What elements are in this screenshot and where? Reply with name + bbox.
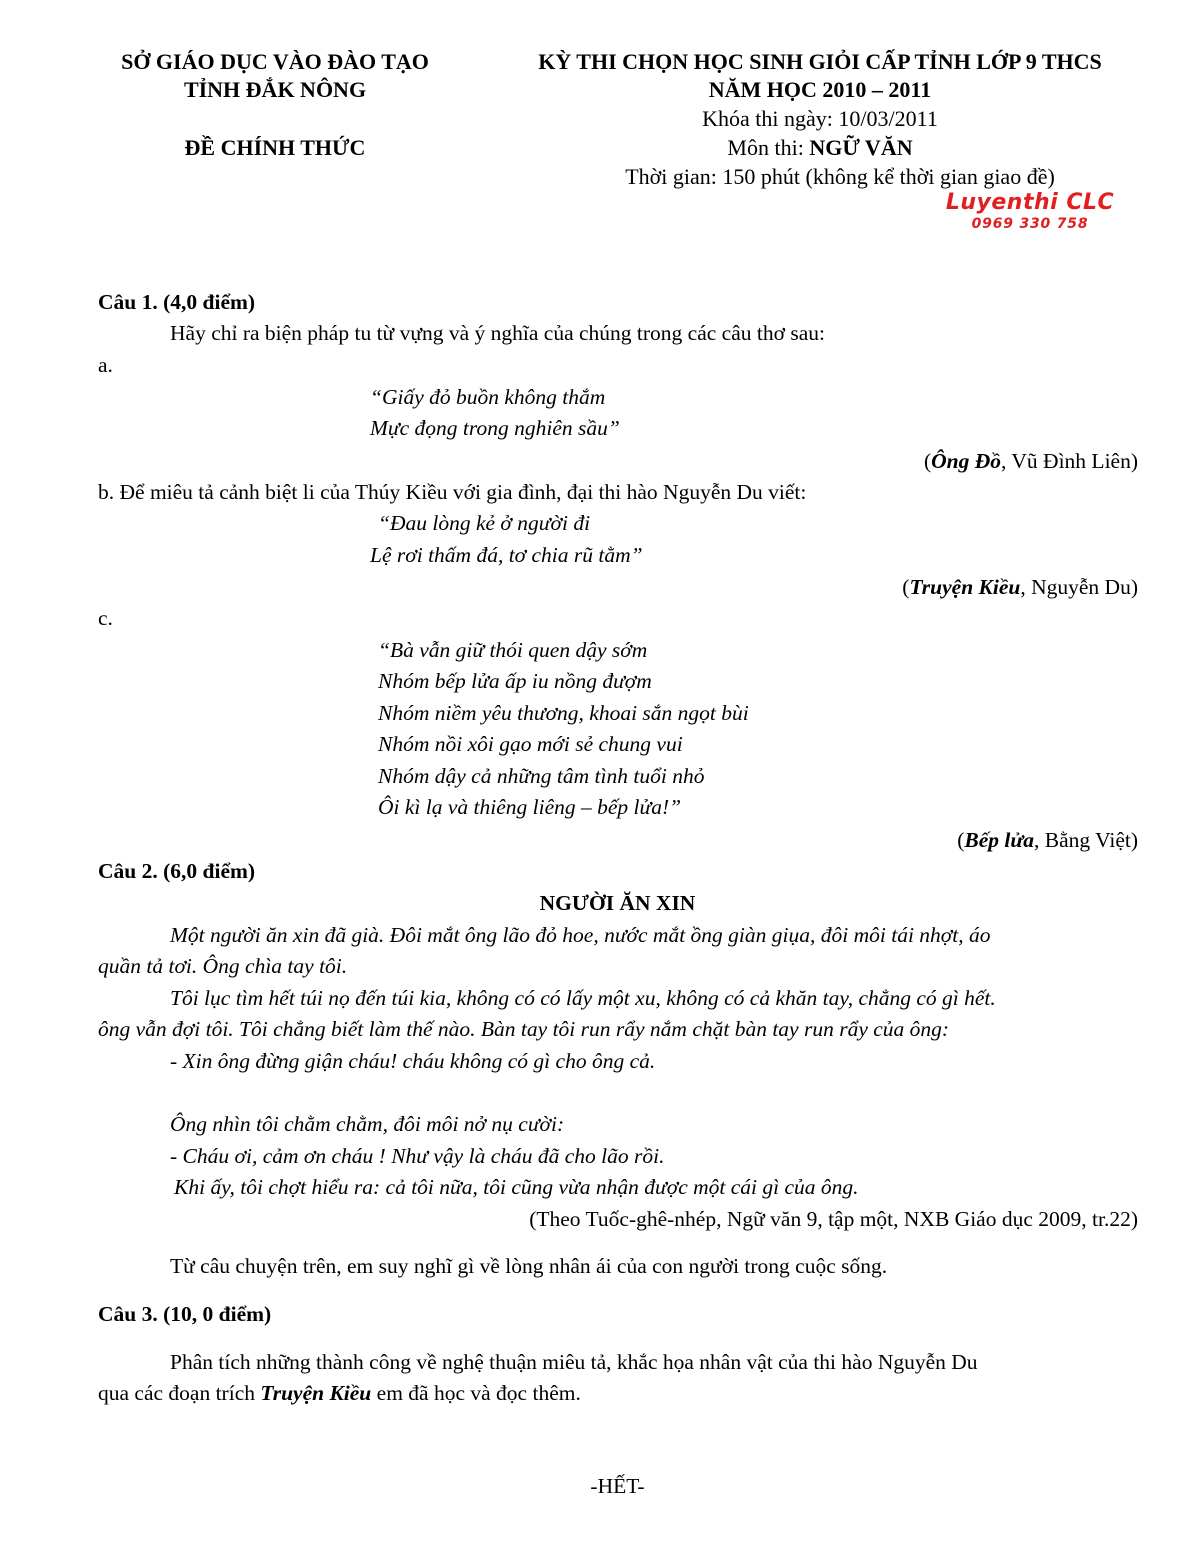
q1-c-poem-line: Nhóm niềm yêu thương, khoai sắn ngọt bùi bbox=[378, 701, 749, 725]
q3-line bbox=[98, 1378, 581, 1409]
q1-b-intro: b. Để miêu tả cảnh biệt li của Thúy Kiều với gia đình, đại thi hào Nguyễn Du viết: bbox=[98, 480, 807, 504]
story-source: (Theo Tuốc-ghê-nhép, Ngữ văn 9, tập một, NXB Giáo dục 2009, tr.22) bbox=[529, 1207, 1138, 1231]
q1-prompt: Hãy chỉ ra biện pháp tu từ vựng và ý nghĩa của chúng trong các câu thơ sau: bbox=[170, 321, 825, 345]
story-line: ông vẫn đợi tôi. Tôi chẳng biết làm thế nào. Bàn tay tôi run rẩy nắm chặt bàn tay run rẩy của ông: bbox=[98, 1017, 950, 1041]
q1-a-poem-line: “Giấy đỏ buồn không thắm bbox=[370, 385, 606, 409]
story-line: Khi ấy, tôi chợt hiểu ra: cả tôi nữa, tôi cũng vừa nhận được một cái gì của ông. bbox=[174, 1175, 859, 1199]
story-line: quần tả tơi. Ông chìa tay tôi. bbox=[98, 954, 348, 978]
exam-duration: Thời gian: 150 phút (không kể thời gian giao đề) bbox=[625, 164, 1055, 189]
q1-c-poem-line: Nhóm dậy cả những tâm tình tuổi nhỏ bbox=[378, 764, 705, 788]
exam-subject bbox=[480, 132, 1160, 163]
exam-date: Khóa thi ngày: 10/03/2011 bbox=[702, 106, 938, 131]
story-line: - Cháu ơi, cảm ơn cháu ! Như vậy là cháu đã cho lão rồi. bbox=[170, 1144, 665, 1168]
q1-a-source-open: ( bbox=[923, 449, 932, 473]
q1-a-source-title: Ông Đồ bbox=[931, 449, 1002, 473]
watermark-logo bbox=[905, 190, 1155, 232]
q1-a-poem-line: Mực đọng trong nghiên sầu” bbox=[370, 416, 620, 440]
q1-c-source bbox=[957, 825, 1138, 856]
q1-c-source-open: ( bbox=[957, 828, 965, 852]
q1-a-source bbox=[924, 446, 1138, 477]
q3-line-pre: qua các đoạn trích bbox=[98, 1381, 261, 1405]
subject-name: NGỮ VĂN bbox=[809, 135, 913, 160]
official-label: ĐỀ CHÍNH THỨC bbox=[184, 135, 366, 160]
end-marker: -HẾT- bbox=[590, 1474, 645, 1498]
q3-work-title: Truyện Kiều bbox=[260, 1381, 372, 1405]
q1-b-source-author: , Nguyễn Du) bbox=[1020, 575, 1138, 599]
department-name: SỞ GIÁO DỤC VÀO ĐÀO TẠO bbox=[121, 49, 429, 74]
story-line: Ông nhìn tôi chằm chằm, đôi môi nở nụ cười: bbox=[170, 1112, 565, 1136]
q1-c-poem-line: Nhóm bếp lửa ấp iu nồng đượm bbox=[378, 669, 652, 693]
q3-title: Câu 3. (10, 0 điểm) bbox=[98, 1302, 272, 1326]
q1-c-source-title: Bếp lửa bbox=[964, 828, 1034, 852]
watermark-phone: 0969 330 758 bbox=[971, 216, 1089, 232]
q1-c-poem-line: Ôi kì lạ và thiêng liêng – bếp lửa!” bbox=[378, 795, 682, 819]
story-line: - Xin ông đừng giận cháu! cháu không có gì cho ông cả. bbox=[170, 1049, 656, 1073]
q3-line: Phân tích những thành công về nghệ thuận miêu tả, khắc họa nhân vật của thi hào Nguyễn Du bbox=[170, 1350, 978, 1374]
q1-b-poem-line: Lệ rơi thấm đá, tơ chia rũ tằm” bbox=[370, 543, 643, 567]
q1-c-label: c. bbox=[98, 606, 113, 630]
q1-a-source-author: , Vũ Đình Liên) bbox=[1001, 449, 1138, 473]
q1-b-source-open: ( bbox=[902, 575, 910, 599]
q1-b-source-title: Truyện Kiều bbox=[909, 575, 1021, 599]
q1-c-source-author: , Bằng Việt) bbox=[1033, 828, 1138, 852]
subject-prefix: Môn thi: bbox=[727, 135, 810, 160]
q1-b-poem-line: “Đau lòng kẻ ở người đi bbox=[378, 511, 591, 535]
story-title: NGƯỜI ĂN XIN bbox=[539, 891, 696, 915]
q2-title: Câu 2. (6,0 điểm) bbox=[98, 859, 256, 883]
province-name: TỈNH ĐẮK NÔNG bbox=[183, 77, 367, 102]
q1-c-poem-line: Nhóm nồi xôi gạo mới sẻ chung vui bbox=[378, 732, 683, 756]
exam-title: KỲ THI CHỌN HỌC SINH GIỎI CẤP TỈNH LỚP 9 THCS bbox=[538, 49, 1102, 74]
q1-c-poem-line: “Bà vẫn giữ thói quen dậy sớm bbox=[378, 638, 648, 662]
q1-a-label: a. bbox=[98, 353, 113, 377]
story-line: Một người ăn xin đã già. Đôi mắt ông lão đỏ hoe, nước mắt ồng giàn giụa, đôi môi tái nhợt, áo bbox=[170, 923, 991, 947]
q1-b-source bbox=[902, 572, 1138, 603]
story-line: Tôi lục tìm hết túi nọ đến túi kia, không có có lấy một xu, không có cả khăn tay, chẳng có gì hết. bbox=[170, 986, 996, 1010]
q1-title: Câu 1. (4,0 điểm) bbox=[98, 290, 256, 314]
watermark-brand: Luyenthi CLC bbox=[945, 190, 1115, 215]
q2-question: Từ câu chuyện trên, em suy nghĩ gì về lòng nhân ái của con người trong cuộc sống. bbox=[170, 1254, 888, 1278]
school-year: NĂM HỌC 2010 – 2011 bbox=[708, 77, 932, 102]
q3-line-post: em đã học và đọc thêm. bbox=[371, 1381, 581, 1405]
